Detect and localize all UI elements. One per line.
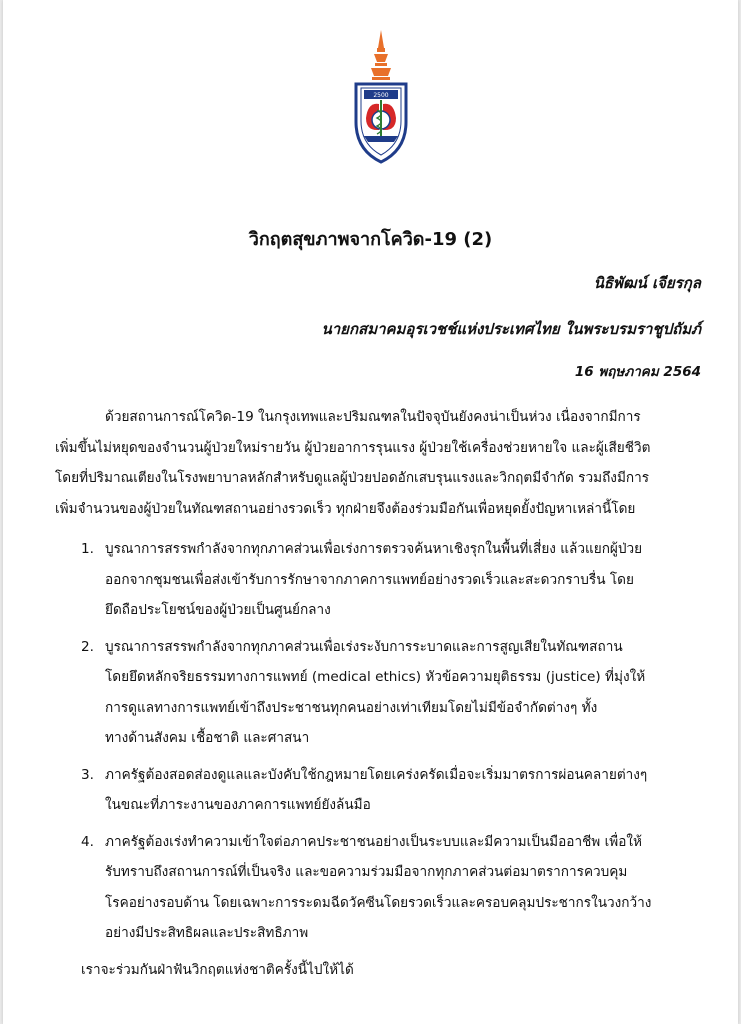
list-line: ภาครัฐต้องสอดส่องดูแลและบังคับใช้กฎหมายโดยเคร่งครัดเมื่อจะเริ่มมาตรการผ่อนคลายต่างๆ xyxy=(105,766,648,783)
closing-statement: เราจะร่วมกันฝ่าฟันวิกฤตแห่งชาติครั้งนี้ไปให้ได้ xyxy=(81,962,354,978)
paragraph-line: เพิ่มจำนวนของผู้ป่วยในทัณฑสถานอย่างรวดเร็ว ทุกฝ่ายจึงต้องร่วมมือกันเพื่อหยุดยั้งปัญหาเหล่านี้โดย xyxy=(55,500,636,517)
list-item xyxy=(81,760,721,821)
list-line: ในขณะที่ภาระงานของภาคการแพทย์ยังล้นมือ xyxy=(105,797,371,813)
list-number: 4. xyxy=(81,833,94,850)
list-line: ออกจากชุมชนเพื่อส่งเข้ารับการรักษาจากภาคการแพทย์อย่างรวดเร็วและสะดวกราบรื่น โดย xyxy=(105,571,634,588)
recommendation-list xyxy=(81,534,721,955)
list-line: การดูแลทางการแพทย์เข้าถึงประชาชนทุกคนอย่างเท่าเทียมโดยไม่มีข้อจำกัดต่างๆ ทั้ง xyxy=(105,699,598,716)
list-line: ภาครัฐต้องเร่งทำความเข้าใจต่อภาคประชาชนอย่างเป็นระบบและมีความเป็นมืออาชีพ เพื่อให้ xyxy=(105,833,642,850)
list-line: โรคอย่างรอบด้าน โดยเฉพาะการระดมฉีดวัคซีนโดยรวดเร็วและครอบคลุมประชากรในวงกว้าง xyxy=(105,894,652,911)
list-line: ยึดถือประโยชน์ของผู้ป่วยเป็นศูนย์กลาง xyxy=(105,602,331,618)
author-name: นิธิพัฒน์ เจียรกุล xyxy=(593,274,701,292)
list-line: ทางด้านสังคม เชื้อชาติ และศาสนา xyxy=(105,730,310,746)
list-item xyxy=(81,827,721,949)
svg-text:2500: 2500 xyxy=(373,92,389,99)
list-line: บูรณาการสรรพกำลังจากทุกภาคส่วนเพื่อเร่งการตรวจค้นหาเชิงรุกในพื้นที่เสี่ยง แล้วแยกผู้ป่วย xyxy=(105,541,643,557)
paragraph-line: ด้วยสถานการณ์โควิด-19 ในกรุงเทพและปริมณฑลในปัจจุบันยังคงน่าเป็นห่วง เนื่องจากมีการ xyxy=(105,409,641,425)
intro-paragraph xyxy=(55,402,715,524)
paragraph-line: โดยที่ปริมาณเตียงในโรงพยาบาลหลักสำหรับดูแลผู้ป่วยปอดอักเสบรุนแรงและวิกฤตมีจำกัด รวมถึงมีการ xyxy=(55,470,650,486)
list-line: รับทราบถึงสถานการณ์ที่เป็นจริง และขอความร่วมมือจากทุกภาคส่วนต่อมาตราการควบคุม xyxy=(105,864,628,880)
document-page xyxy=(3,0,738,1024)
list-number: 2. xyxy=(81,638,94,655)
list-line: บูรณาการสรรพกำลังจากทุกภาคส่วนเพื่อเร่งระงับการระบาดและการสูญเสียในทัณฑสถาน xyxy=(105,638,623,655)
list-number: 1. xyxy=(81,541,94,557)
list-item xyxy=(81,632,721,754)
document-date: 16 พฤษภาคม 2564 xyxy=(574,364,701,380)
list-line: โดยยึดหลักจริยธรรมทางการแพทย์ (medical ethics) หัวข้อความยุติธรรม (justice) ที่มุ่งให้ xyxy=(105,669,646,685)
list-number: 3. xyxy=(81,766,94,783)
list-item xyxy=(81,534,721,626)
list-line: อย่างมีประสิทธิผลและประสิทธิภาพ xyxy=(105,925,309,941)
paragraph-line: เพิ่มขึ้นไม่หยุดของจำนวนผู้ป่วยใหม่รายวัน ผู้ป่วยอาการรุนแรง ผู้ป่วยใช้เครื่องช่วยหายใจ และผู้เสียชีวิต xyxy=(55,439,651,456)
author-position: นายกสมาคมอุรเวชช์แห่งประเทศไทย ในพระบรมราชูปถัมภ์ xyxy=(321,320,701,338)
document-title: วิกฤตสุขภาพจากโควิด-19 (2) xyxy=(248,229,493,250)
thoracic-society-emblem-icon xyxy=(344,30,418,170)
